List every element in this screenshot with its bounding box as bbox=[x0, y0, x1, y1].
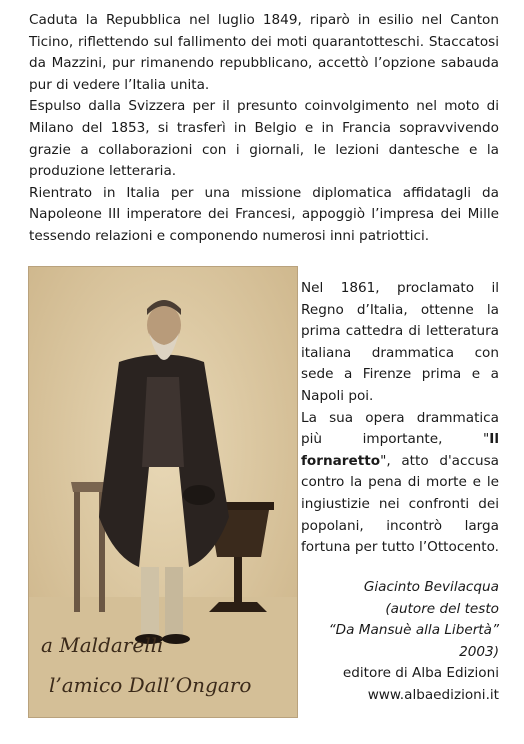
credit-block bbox=[301, 577, 499, 707]
paragraph-exile: Caduta la Repubblica nel luglio 1849, riparò in esilio nel Canton Ticino, riflettendo sul fallimento dei moti quarantotteschi. Staccatosi da Mazzini, pur rimanendo repubblicano, accettò l’opzione sabauda pur di vedere l’Italia unita. bbox=[29, 12, 499, 93]
portrait-photo bbox=[28, 266, 298, 718]
signature-line-1: a Maldarelli bbox=[41, 633, 164, 657]
side-text bbox=[301, 278, 499, 559]
fornaretto-before: La sua opera drammatica più importante, " bbox=[301, 409, 499, 448]
fornaretto-title: Il fornaretto bbox=[301, 431, 499, 469]
signature-line-2: l’amico Dall’Ongaro bbox=[49, 673, 252, 697]
credit-publisher: editore di Alba Edizioni bbox=[342, 665, 499, 682]
fornaretto-after: ", atto d'accusa contro la pena di morte e le ingiustizie nei confronti dei popolani, incontrò larga fortuna per tutto l’Ottocento. bbox=[301, 452, 500, 556]
credit-author: Giacinto Bevilacqua bbox=[363, 579, 499, 595]
paragraph-fornaretto bbox=[301, 408, 499, 559]
paragraph-expelled: Espulso dalla Svizzera per il presunto coinvolgimento nel moto di Milano del 1853, si trasferì in Belgio e in Francia sopravvivendo grazie a collaborazioni con i giornali, le lezioni dantesche e la produzione letteraria. bbox=[29, 98, 499, 180]
credit-year: 2003) bbox=[459, 643, 499, 660]
credit-work: “Da Mansuè alla Libertà” bbox=[328, 622, 499, 639]
credit-role: (autore del testo bbox=[385, 600, 499, 617]
credit-website: www.albaedizioni.it bbox=[367, 686, 499, 703]
paragraph-1861: Nel 1861, proclamato il Regno d’Italia, ottenne la prima cattedra di letteratura italiana drammatica con sede a Firenze prima e a Napoli poi. bbox=[301, 280, 499, 404]
portrait-illustration bbox=[29, 267, 297, 717]
paragraph-return: Rientrato in Italia per una missione diplomatica affidatagli da Napoleone III imperatore dei Francesi, appoggiò l’impresa dei Mille tessendo relazioni e componendo numerosi inni patriottici. bbox=[29, 184, 499, 244]
intro-text bbox=[29, 10, 499, 248]
